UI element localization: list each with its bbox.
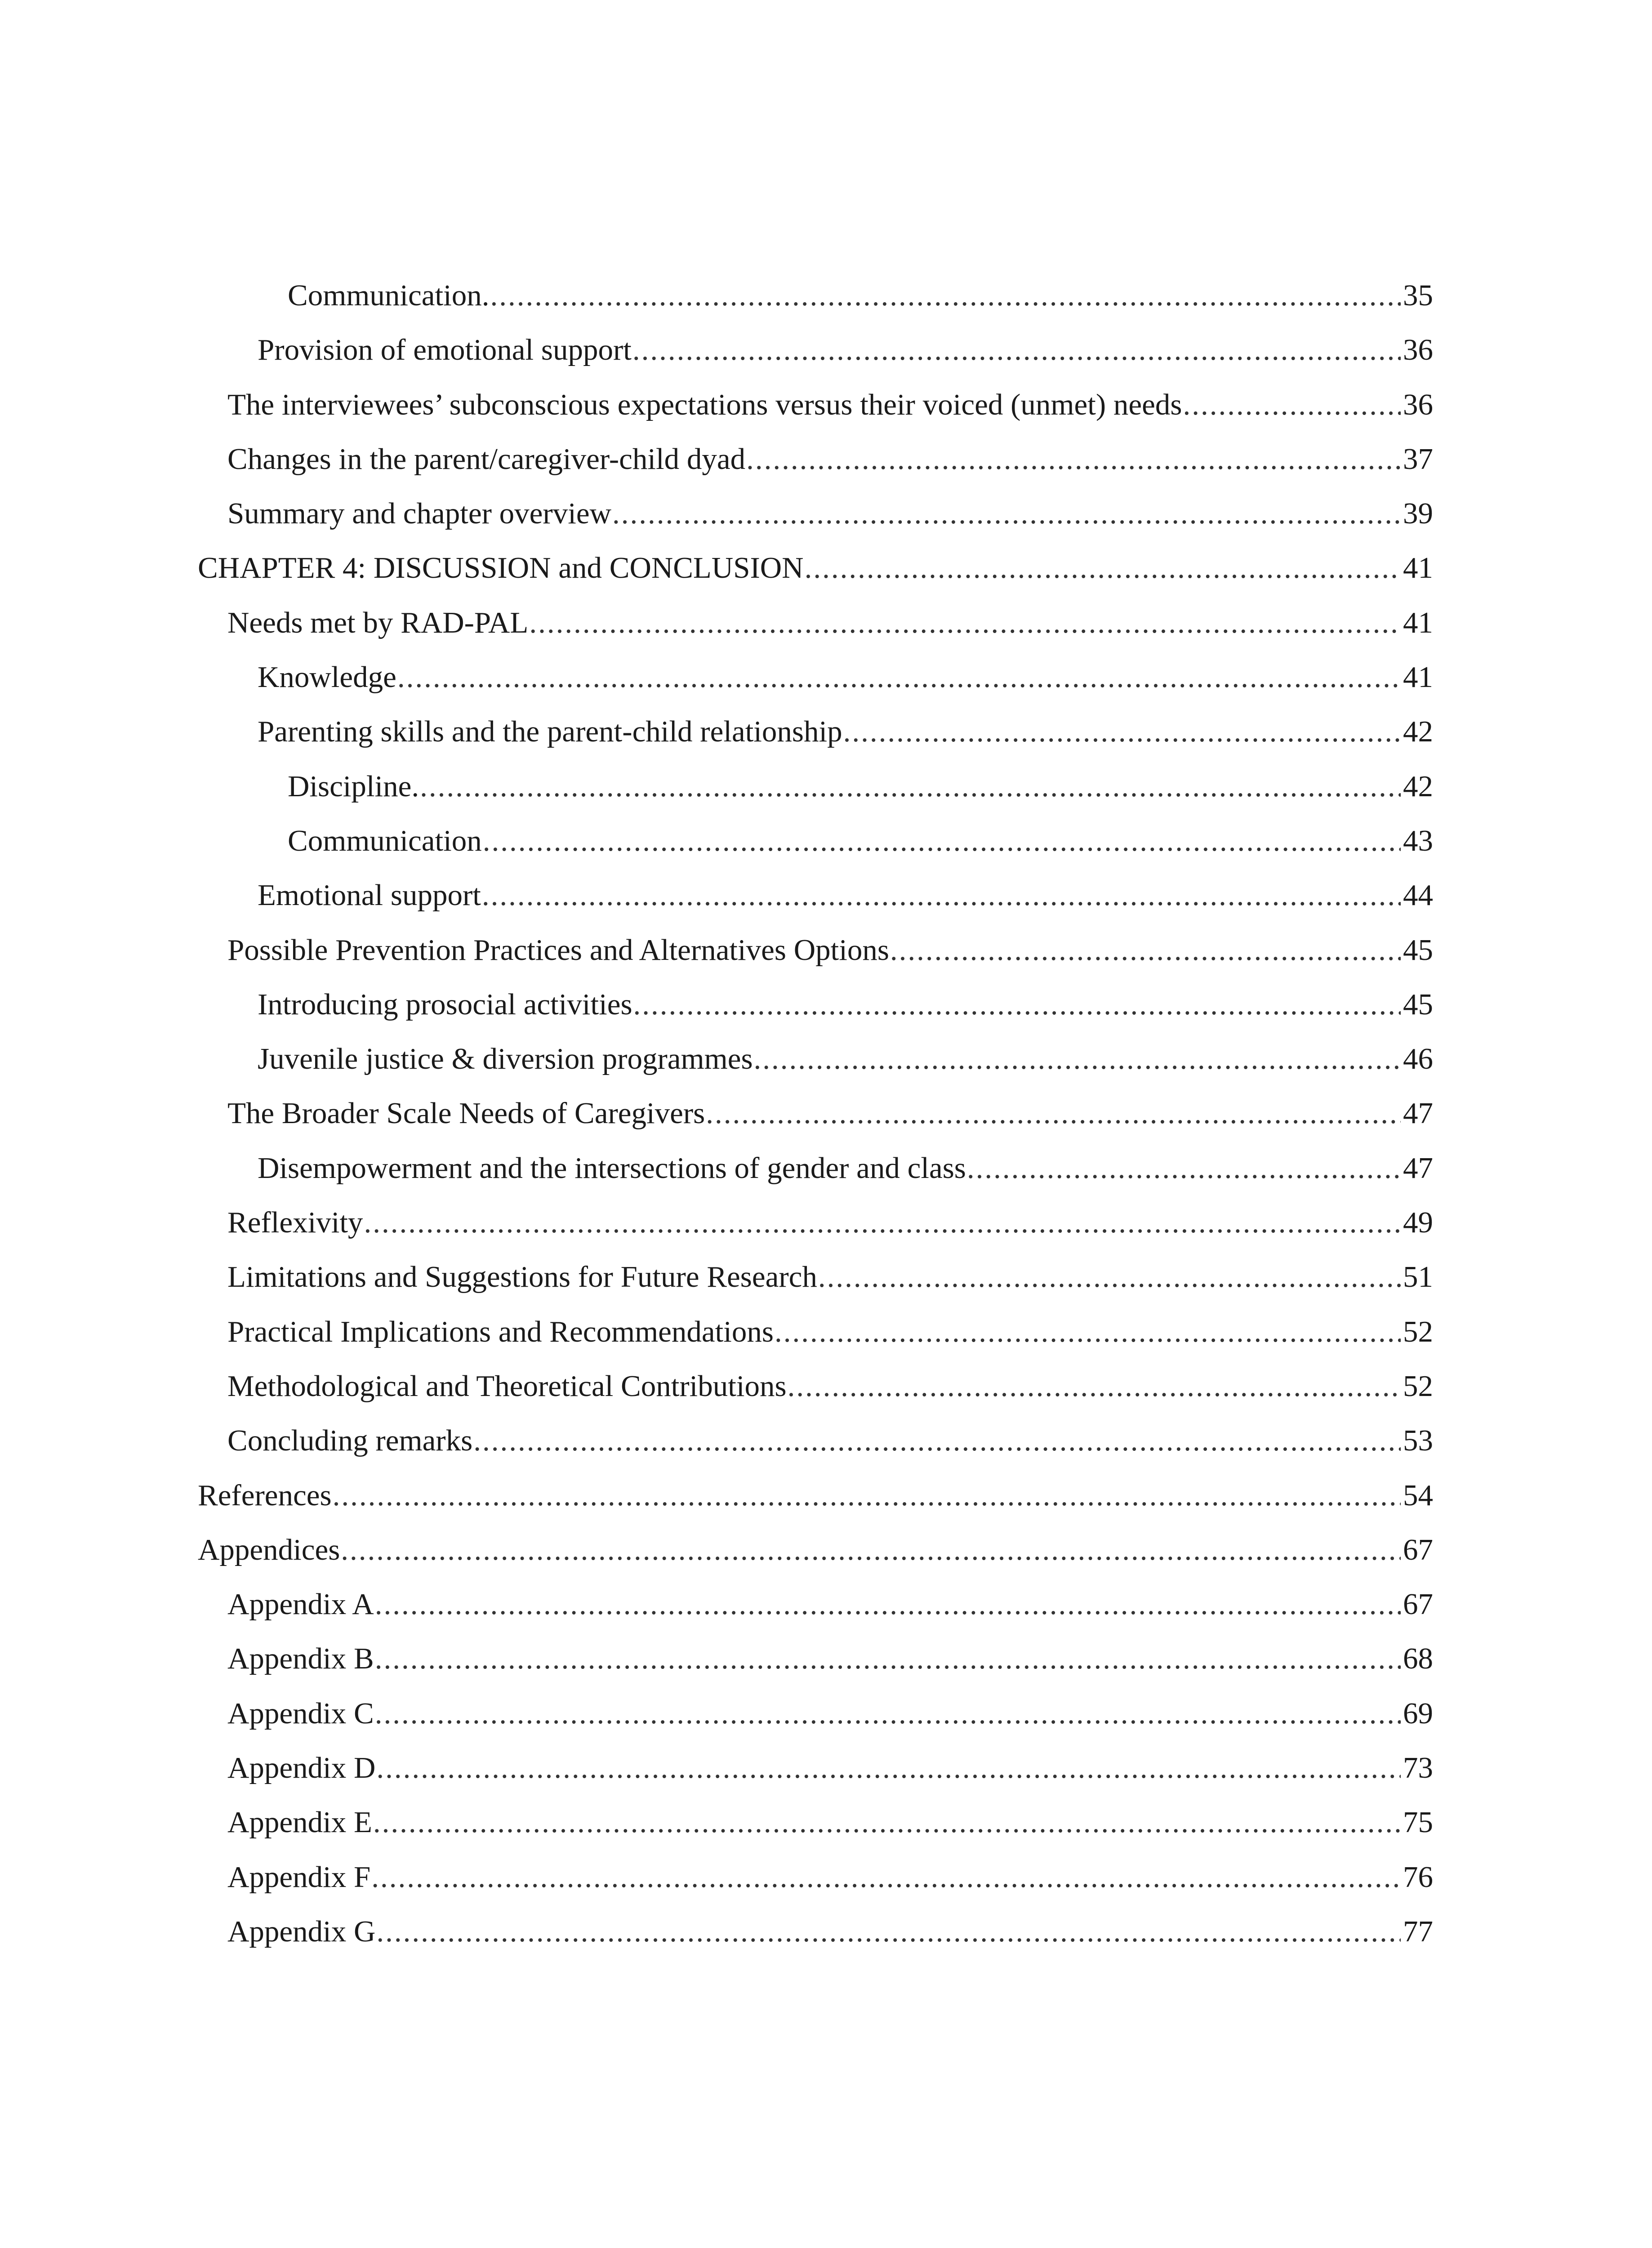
toc-entry-page-number: 45: [1403, 933, 1433, 967]
toc-entry[interactable]: [198, 977, 1433, 1032]
toc-dot-leader: [805, 541, 1401, 595]
toc-dot-leader: [375, 1686, 1401, 1741]
toc-dot-leader: [967, 1141, 1401, 1195]
toc-entry[interactable]: [198, 323, 1433, 377]
toc-entry-page-number: 36: [1403, 333, 1433, 367]
toc-dot-leader: [754, 1032, 1401, 1086]
toc-entry-page-number: 44: [1403, 879, 1433, 912]
toc-dot-leader: [364, 1195, 1401, 1250]
toc-dot-leader: [632, 323, 1401, 377]
toc-entry[interactable]: [198, 378, 1433, 432]
toc-entry[interactable]: [198, 1795, 1433, 1850]
toc-dot-leader: [376, 1905, 1401, 1959]
toc-dot-leader: [1183, 378, 1401, 432]
toc-dot-leader: [746, 432, 1401, 486]
toc-entry-page-number: 76: [1403, 1860, 1433, 1894]
toc-entry-title: Disempowerment and the intersections of gender and class: [258, 1151, 966, 1185]
toc-dot-leader: [375, 1632, 1401, 1686]
toc-entry[interactable]: [198, 1686, 1433, 1741]
toc-dot-leader: [706, 1086, 1401, 1141]
toc-entry[interactable]: [198, 759, 1433, 814]
toc-dot-leader: [375, 1577, 1401, 1632]
toc-entry-page-number: 77: [1403, 1914, 1433, 1948]
toc-entry-title: Provision of emotional support: [258, 333, 632, 367]
toc-entry-page-number: 46: [1403, 1042, 1433, 1076]
toc-entry-page-number: 53: [1403, 1424, 1433, 1458]
toc-dot-leader: [373, 1795, 1401, 1850]
toc-entry-page-number: 41: [1403, 551, 1433, 585]
toc-entry-title: Appendix D: [227, 1751, 376, 1785]
toc-entry-title: Appendix B: [227, 1642, 374, 1676]
table-of-contents: [198, 268, 1433, 1959]
toc-dot-leader: [483, 814, 1401, 868]
toc-entry-title: Reflexivity: [227, 1206, 363, 1240]
toc-entry[interactable]: [198, 1577, 1433, 1632]
toc-entry[interactable]: [198, 1086, 1433, 1141]
toc-entry-title: Knowledge: [258, 660, 396, 694]
toc-entry-title: References: [198, 1478, 332, 1512]
toc-dot-leader: [371, 1850, 1401, 1905]
toc-entry[interactable]: [198, 541, 1433, 595]
toc-dot-leader: [775, 1305, 1401, 1359]
toc-entry-title: Practical Implications and Recommendations: [227, 1315, 774, 1348]
toc-entry-page-number: 43: [1403, 824, 1433, 857]
toc-entry-page-number: 47: [1403, 1151, 1433, 1185]
toc-entry-title: Communication.: [288, 279, 490, 312]
toc-entry-title: Concluding remarks: [227, 1424, 473, 1458]
toc-entry-page-number: 49: [1403, 1206, 1433, 1240]
toc-entry[interactable]: [198, 1305, 1433, 1359]
toc-entry-page-number: 52: [1403, 1315, 1433, 1348]
toc-entry-page-number: 75: [1403, 1806, 1433, 1839]
toc-entry-page-number: 69: [1403, 1696, 1433, 1730]
toc-entry-page-number: 39: [1403, 497, 1433, 531]
toc-entry-page-number: 35: [1403, 279, 1433, 312]
toc-dot-leader: [397, 650, 1401, 705]
toc-entry-title: Communication: [288, 824, 482, 857]
toc-dot-leader: [341, 1523, 1401, 1577]
toc-entry-page-number: 67: [1403, 1533, 1433, 1566]
toc-entry-title: Methodological and Theoretical Contributions: [227, 1369, 787, 1403]
toc-entry-page-number: 37: [1403, 442, 1433, 476]
toc-entry-page-number: 42: [1403, 715, 1433, 749]
toc-entry-title: Appendices: [198, 1533, 340, 1566]
toc-entry[interactable]: [198, 432, 1433, 486]
toc-entry[interactable]: [198, 1523, 1433, 1577]
toc-entry-title: Introducing prosocial activities: [258, 987, 632, 1021]
toc-dot-leader: [890, 923, 1401, 977]
toc-dot-leader: [843, 705, 1401, 759]
toc-entry[interactable]: [198, 1850, 1433, 1905]
toc-entry[interactable]: [198, 1250, 1433, 1304]
toc-entry-title: The interviewees’ subconscious expectations versus their voiced (unmet) needs: [227, 388, 1182, 421]
toc-entry[interactable]: [198, 650, 1433, 705]
toc-entry-title: Changes in the parent/caregiver-child dyad: [227, 442, 746, 476]
toc-entry-page-number: 47: [1403, 1097, 1433, 1130]
toc-entry[interactable]: [198, 596, 1433, 650]
toc-entry[interactable]: [198, 268, 1433, 323]
toc-entry[interactable]: [198, 1141, 1433, 1195]
toc-dot-leader: [333, 1468, 1401, 1523]
toc-entry-page-number: 36: [1403, 388, 1433, 421]
toc-dot-leader: [788, 1359, 1401, 1414]
toc-entry-title: Appendix C: [227, 1696, 374, 1730]
toc-entry[interactable]: [198, 1359, 1433, 1414]
toc-dot-leader: [612, 486, 1401, 541]
toc-entry-page-number: 41: [1403, 660, 1433, 694]
toc-dot-leader: [482, 868, 1401, 923]
toc-entry-page-number: 42: [1403, 769, 1433, 803]
toc-entry[interactable]: [198, 1414, 1433, 1468]
toc-entry[interactable]: [198, 1905, 1433, 1959]
toc-entry-title: Emotional support: [258, 879, 481, 912]
toc-entry[interactable]: [198, 814, 1433, 868]
toc-entry-page-number: 51: [1403, 1260, 1433, 1294]
toc-entry-title: Possible Prevention Practices and Alternatives Options: [227, 933, 889, 967]
toc-entry-page-number: 73: [1403, 1751, 1433, 1785]
toc-entry[interactable]: [198, 1468, 1433, 1523]
toc-entry-title: Appendix A: [227, 1588, 374, 1621]
toc-entry-page-number: 45: [1403, 987, 1433, 1021]
toc-entry-title: Juvenile justice & diversion programmes: [258, 1042, 753, 1076]
toc-entry[interactable]: [198, 486, 1433, 541]
toc-entry[interactable]: [198, 1032, 1433, 1086]
toc-entry-title: Appendix G: [227, 1914, 376, 1948]
toc-entry-title: Discipline.: [288, 769, 419, 803]
toc-entry-title: Appendix F: [227, 1860, 371, 1894]
toc-dot-leader: [490, 268, 1401, 323]
toc-entry[interactable]: [198, 1195, 1433, 1250]
toc-entry-page-number: 54: [1403, 1478, 1433, 1512]
toc-entry-title: Needs met by RAD-PAL: [227, 606, 529, 639]
toc-entry-title: Parenting skills and the parent-child relationship: [258, 715, 842, 749]
toc-entry[interactable]: [198, 705, 1433, 759]
toc-entry-page-number: 52: [1403, 1369, 1433, 1403]
toc-entry-title: CHAPTER 4: DISCUSSION and CONCLUSION: [198, 551, 804, 585]
toc-dot-leader: [376, 1741, 1401, 1795]
toc-entry-title: The Broader Scale Needs of Caregivers: [227, 1097, 705, 1130]
toc-dot-leader: [818, 1250, 1401, 1304]
toc-dot-leader: [633, 977, 1401, 1032]
toc-entry-page-number: 68: [1403, 1642, 1433, 1676]
toc-entry-page-number: 67: [1403, 1588, 1433, 1621]
toc-entry-page-number: 41: [1403, 606, 1433, 639]
toc-entry-title: Appendix E: [227, 1806, 372, 1839]
toc-dot-leader: [529, 596, 1401, 650]
toc-dot-leader: [420, 759, 1401, 814]
toc-entry-title: Limitations and Suggestions for Future Research: [227, 1260, 817, 1294]
toc-entry[interactable]: [198, 1632, 1433, 1686]
toc-entry-title: Summary and chapter overview: [227, 497, 611, 531]
toc-entry[interactable]: [198, 1741, 1433, 1795]
toc-entry[interactable]: [198, 923, 1433, 977]
toc-entry[interactable]: [198, 868, 1433, 923]
toc-dot-leader: [473, 1414, 1401, 1468]
